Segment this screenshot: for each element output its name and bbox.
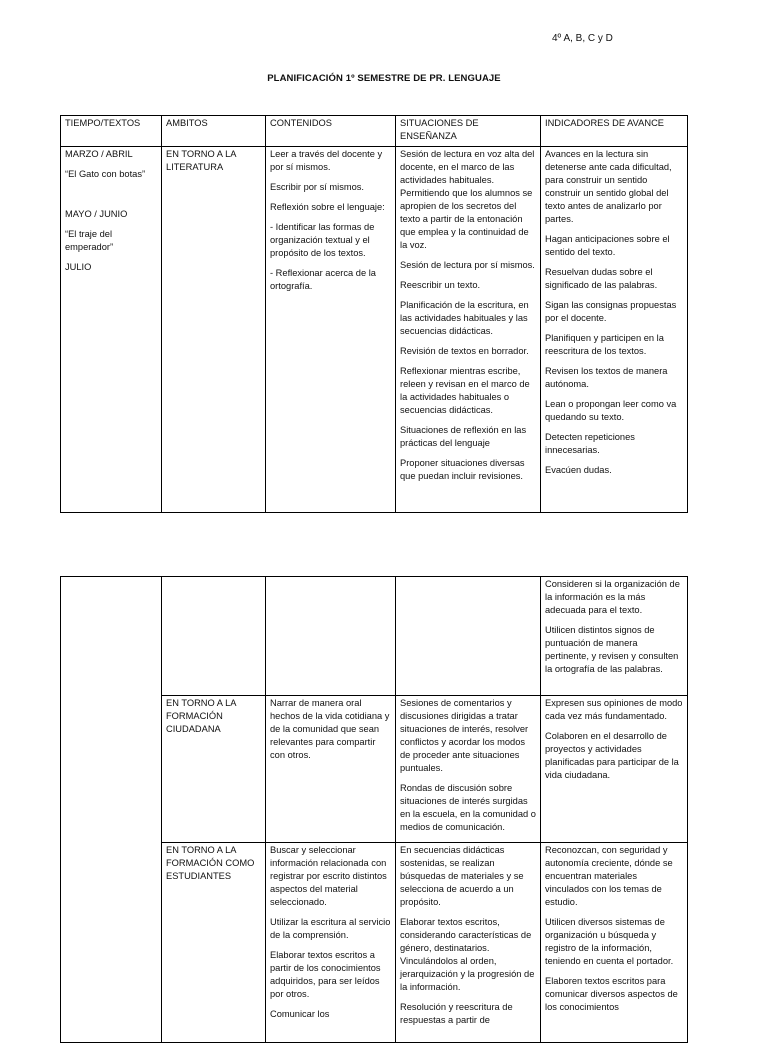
indicator-item: Evacúen dudas. xyxy=(545,465,612,475)
indicator-item: Utilicen diversos sistemas de organización u búsqueda y registro de la información, teniendo en cuenta el portador. xyxy=(545,917,674,966)
indicator-item: Elaboren textos escritos para comunicar diversos aspectos de los conocimientos xyxy=(545,976,678,1012)
situation-item: Resolución y reescritura de respuestas a partir de xyxy=(400,1002,513,1025)
indicadores-cell xyxy=(541,577,688,696)
situation-item: Planificación de la escritura, en las actividades habituales y las secuencias didácticas. xyxy=(400,300,529,336)
content-item: Escribir por sí mismos. xyxy=(270,182,365,192)
situaciones-cell xyxy=(396,147,541,513)
content-item: Narrar de manera oral hechos de la vida cotidiana y de la comunidad que sean relevantes para compartir con otros. xyxy=(270,698,390,760)
ambito-cell: EN TORNO A LA LITERATURA xyxy=(162,147,266,513)
indicadores-cell xyxy=(541,696,688,843)
situaciones-cell xyxy=(396,577,541,696)
situation-item: Rondas de discusión sobre situaciones de interés surgidas en la escuela, en la comunidad o medios de comunicación. xyxy=(400,783,536,832)
indicator-item: Detecten repeticiones innecesarias. xyxy=(545,432,635,455)
tiempo-cell xyxy=(61,577,162,1043)
grade-label: 4º A, B, C y D xyxy=(552,33,613,44)
indicadores-cell xyxy=(541,843,688,1043)
content-item: - Identificar las formas de organización textual y el propósito de los textos. xyxy=(270,222,375,258)
situaciones-cell xyxy=(396,696,541,843)
contenidos-cell xyxy=(266,577,396,696)
period-label: MARZO / ABRIL xyxy=(65,149,133,159)
page-title: PLANIFICACIÓN 1º SEMESTRE DE PR. LENGUAJE xyxy=(267,73,501,84)
contenidos-cell xyxy=(266,147,396,513)
indicator-item: Utilicen distintos signos de puntuación de manera pertinente, y revisen y consulten la ortografía de las palabras. xyxy=(545,625,679,674)
situation-item: Elaborar textos escritos, considerando características de género, destinatarios. Vinculándolos al orden, jerarquización y la progresión de la información. xyxy=(400,917,535,992)
indicator-item: Sigan las consignas propuestas por el docente. xyxy=(545,300,677,323)
indicator-item: Avances en la lectura sin detenerse ante cada dificultad, para construir un sentido construir un sentido global del texto antes de analizarlo por partes. xyxy=(545,149,672,224)
indicator-item: Resuelvan dudas sobre el significado de las palabras. xyxy=(545,267,658,290)
tiempo-cell xyxy=(61,147,162,513)
indicator-item: Expresen sus opiniones de modo cada vez más fundamentado. xyxy=(545,698,683,721)
content-item: Leer a través del docente y por sí mismos. xyxy=(270,149,383,172)
content-item: Reflexión sobre el lenguaje: xyxy=(270,202,385,212)
period-label: MAYO / JUNIO xyxy=(65,209,128,219)
indicator-item: Hagan anticipaciones sobre el sentido del texto. xyxy=(545,234,670,257)
content-item: Elaborar textos escritos a partir de los conocimientos adquiridos, para ser leídos por otros. xyxy=(270,950,381,999)
content-item: Utilizar la escritura al servicio de la comprensión. xyxy=(270,917,391,940)
header-cell-contenidos: CONTENIDOS xyxy=(266,116,396,147)
situation-item: Reflexionar mientras escribe, releen y revisan en el marco de la actividades habituales o secuencias didácticas. xyxy=(400,366,530,415)
header-cell-ambitos: AMBITOS xyxy=(162,116,266,147)
contenidos-cell xyxy=(266,696,396,843)
ambito-cell xyxy=(162,577,266,696)
text-title: “El Gato con botas” xyxy=(65,169,146,179)
situation-item: Sesiones de comentarios y discusiones dirigidas a tratar situaciones de interés, resolver conflictos y acordar los modos de proceder ante situaciones puntuales. xyxy=(400,698,529,773)
content-item: Comunicar los xyxy=(270,1009,330,1019)
contenidos-cell xyxy=(266,843,396,1043)
ambito-cell: EN TORNO A LA FORMACIÓN COMO ESTUDIANTES xyxy=(162,843,266,1043)
header-cell-tiempo: TIEMPO/TEXTOS xyxy=(61,116,162,147)
situation-item: Proponer situaciones diversas que puedan incluir revisiones. xyxy=(400,458,525,481)
text-title: “El traje del emperador” xyxy=(65,229,114,252)
table-row xyxy=(61,577,688,696)
content-item: - Reflexionar acerca de la ortografía. xyxy=(270,268,376,291)
indicator-item: Reconozcan, con seguridad y autonomía creciente, dónde se encuentran materiales vinculados con los temas de estudio. xyxy=(545,845,673,907)
table-row xyxy=(61,147,688,513)
indicator-item: Colaboren en el desarrollo de proyectos y actividades planificadas para participar de la vida ciudadana. xyxy=(545,731,679,780)
situation-item: En secuencias didácticas sostenidas, se realizan búsquedas de materiales y se selecciona de acuerdo a un propósito. xyxy=(400,845,524,907)
indicator-item: Lean o propongan leer como va quedando su texto. xyxy=(545,399,677,422)
indicator-item: Consideren si la organización de la información es la más adecuada para el texto. xyxy=(545,579,680,615)
period-label: JULIO xyxy=(65,262,92,272)
situaciones-cell xyxy=(396,843,541,1043)
situation-item: Situaciones de reflexión en las prácticas del lenguaje xyxy=(400,425,527,448)
planning-table-1 xyxy=(60,115,688,513)
indicadores-cell xyxy=(541,147,688,513)
situation-item: Reescribir un texto. xyxy=(400,280,481,290)
indicator-item: Planifiquen y participen en la reescritura de los textos. xyxy=(545,333,664,356)
content-item: Buscar y seleccionar información relacionada con registrar por escrito distintos aspectos del material seleccionado. xyxy=(270,845,387,907)
indicator-item: Revisen los textos de manera autónoma. xyxy=(545,366,668,389)
header-cell-indicadores: INDICADORES DE AVANCE xyxy=(541,116,688,147)
table-header-row xyxy=(61,116,688,147)
situation-item: Sesión de lectura en voz alta del docente, en el marco de las actividades habituales. Permitiendo que los alumnos se apropien de los secretos del texto a partir de la entonación que emplea y la continuidad de la voz. xyxy=(400,149,535,250)
planning-table-2 xyxy=(60,576,688,1043)
situation-item: Revisión de textos en borrador. xyxy=(400,346,529,356)
header-cell-situaciones: SITUACIONES DE ENSEÑANZA xyxy=(396,116,541,147)
ambito-cell: EN TORNO A LA FORMACIÓN CIUDADANA xyxy=(162,696,266,843)
situation-item: Sesión de lectura por sí mismos. xyxy=(400,260,535,270)
